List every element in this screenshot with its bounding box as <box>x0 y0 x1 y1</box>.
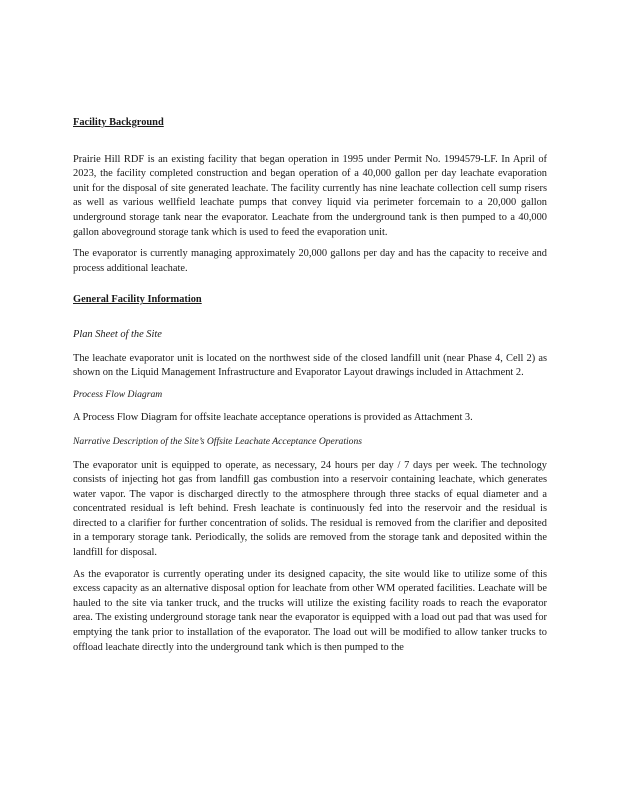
narrative-paragraph-1: The evaporator unit is equipped to operate, as necessary, 24 hours per day / 7 days per week. The technology consists of injecting hot gas from landfill gas combustion into a reservoir containing leachate, which generates water vapor. The vapor is discharged directly to the atmosphere through three stacks of equal diameter and a concentrated residual is left behind. Fresh leachate is continuously fed into the reservoir and the residual is directed to a clarifier for further concentration of solids. The residual is removed from the clarifier and deposited in a temporary storage tank. Periodically, the solids are removed from the storage tank and deposited within the landfill for disposal. <box>73 459 547 559</box>
facility-background-paragraph-2: The evaporator is currently managing approximately 20,000 gallons per day and has the capacity to receive and process additional leachate. <box>73 248 547 274</box>
process-flow-paragraph: A Process Flow Diagram for offsite leachate acceptance operations is provided as Attachment 3. <box>73 412 473 424</box>
facility-background-paragraph-1: Prairie Hill RDF is an existing facility that began operation in 1995 under Permit No. 1994579-LF. In April of 2023, the facility completed construction and began operation of a 40,000 gallon per day leachate evaporation unit for the disposal of site generated leachate. The facility currently has nine leachate collection cell sump risers as well as various wellfield leachate pumps that convey liquid via perimeter forcemain to a 20,000 gallon underground storage tank near the evaporator. Leachate from the underground tank is then pumped to a 40,000 gallon aboveground storage tank which is used to feed the evaporation unit. <box>73 153 547 238</box>
general-facility-information-heading: General Facility Information <box>73 294 202 306</box>
plan-sheet-subheading: Plan Sheet of the Site <box>73 328 162 340</box>
document-body <box>73 116 547 655</box>
facility-background-heading: Facility Background <box>73 117 164 128</box>
process-flow-subheading: Process Flow Diagram <box>73 388 163 400</box>
plan-sheet-paragraph: The leachate evaporator unit is located on the northwest side of the closed landfill unit (near Phase 4, Cell 2) as shown on the Liquid Management Infrastructure and Evaporator Layout drawings included in Attachment 2. <box>73 352 547 379</box>
narrative-subheading: Narrative Description of the Site’s Offsite Leachate Acceptance Operations <box>73 435 363 447</box>
narrative-paragraph-2: As the evaporator is currently operating under its designed capacity, the site would like to utilize some of this excess capacity as an alternative disposal option for leachate from other WM operated facilities. Leachate will be hauled to the site via tanker truck, and the trucks will utilize the existing facility roads to reach the evaporator area. The existing underground storage tank near the evaporator is equipped with a load out pad that was used for emptying the tank prior to installation of the evaporator. The load out will be modified to allow tanker trucks to offload leachate directly into the underground tank which is then pumped to the <box>73 568 547 653</box>
